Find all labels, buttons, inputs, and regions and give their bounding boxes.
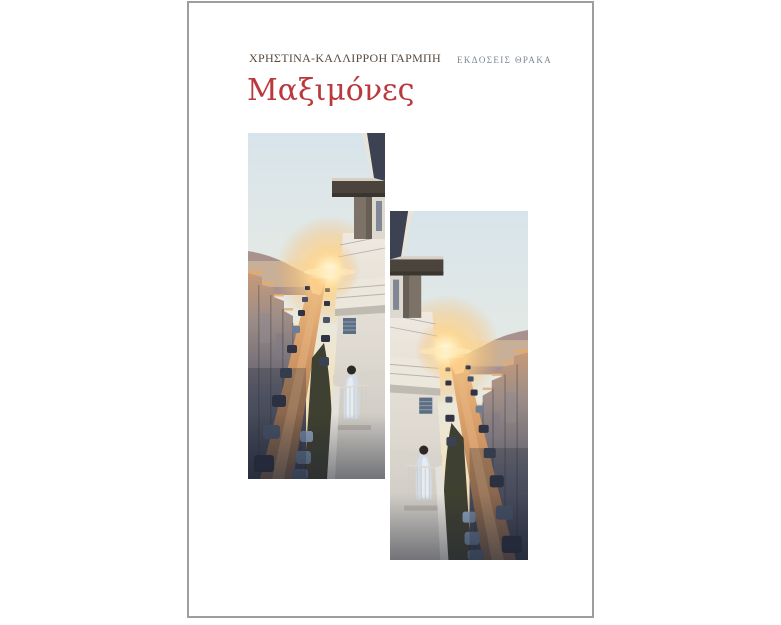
cover-photo-right (390, 211, 528, 560)
publisher-name: ΕΚΔΟΣΕΙΣ ΘΡΑΚΑ (457, 55, 553, 65)
cover-photo-left (248, 133, 385, 479)
author-name: ΧΡΗΣΤΙΝΑ-ΚΑΛΛΙΡΡΟΗ ΓΑΡΜΠΗ (249, 51, 441, 65)
book-cover (187, 1, 594, 618)
book-title: Μαξιμόνες (247, 73, 415, 108)
